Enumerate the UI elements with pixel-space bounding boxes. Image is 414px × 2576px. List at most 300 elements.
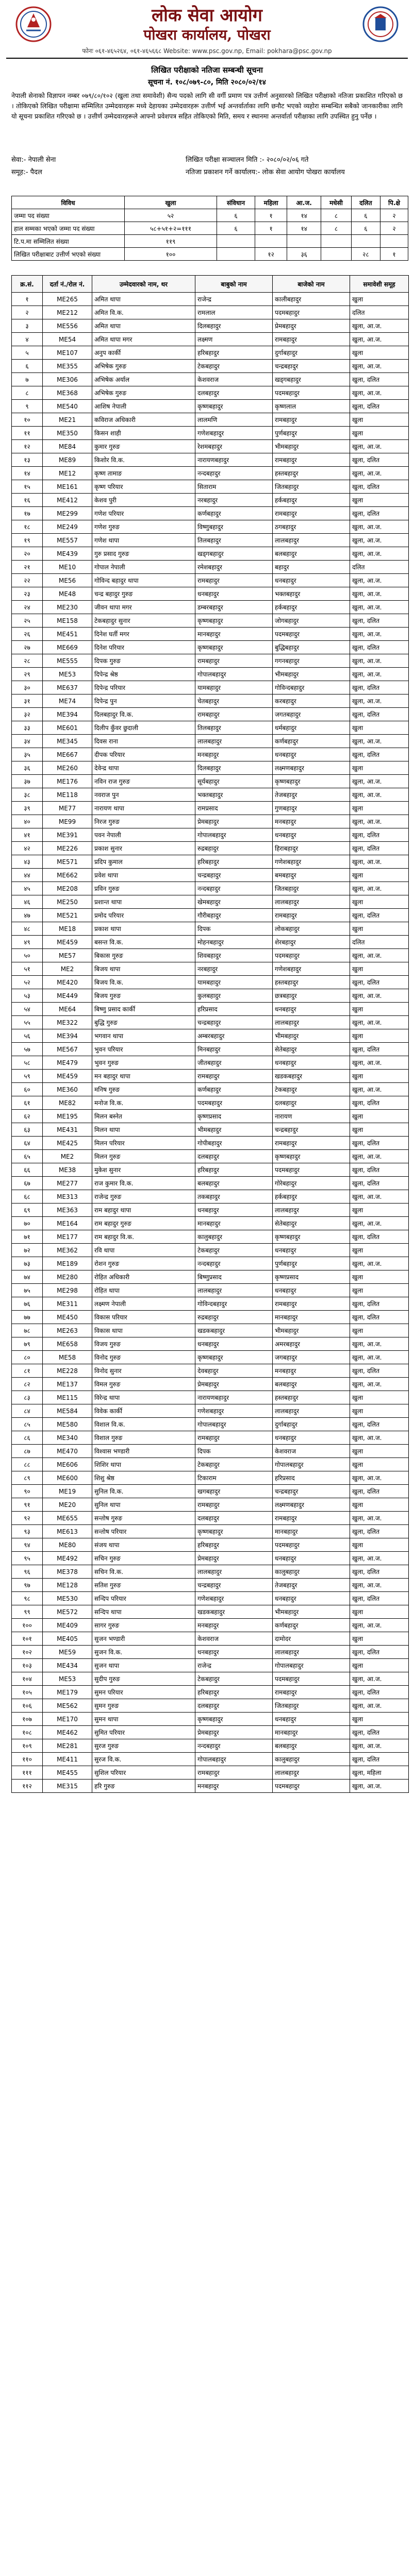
serial-cell: ८	[12, 386, 43, 400]
candidate-name-cell: विकास परियार	[92, 1311, 195, 1324]
serial-cell: ६४	[12, 1137, 43, 1150]
candidate-name-cell: दिपेन्द्र परियार	[92, 681, 195, 694]
grandfather-name-cell: धनबहादुर	[273, 1713, 350, 1726]
father-name-cell: हरिबहादुर	[195, 1538, 273, 1552]
grandfather-name-cell: सेतेबहादुर	[273, 1217, 350, 1230]
father-name-cell: प्रेमबहादुर	[195, 1378, 273, 1391]
group-cell: खुला, महिला	[350, 1766, 409, 1780]
table-row	[12, 1190, 409, 1204]
roll-cell: ME479	[43, 1056, 92, 1070]
father-name-cell: टेकबहादुर	[195, 1244, 273, 1257]
roll-cell: ME82	[43, 1096, 92, 1110]
table-row	[12, 949, 409, 962]
roll-cell: ME74	[43, 694, 92, 708]
roll-cell: ME530	[43, 1592, 92, 1605]
serial-cell: १८	[12, 520, 43, 534]
grandfather-name-cell: हरिप्रसाद	[273, 1471, 350, 1485]
grandfather-name-cell: पदमबहादुर	[273, 1538, 350, 1552]
father-name-cell: हरिप्रसाद	[195, 1003, 273, 1016]
father-name-cell: डम्बरबहादुर	[195, 601, 273, 614]
grandfather-name-cell: धनबहादुर	[273, 1431, 350, 1445]
grandfather-name-cell: हस्तबहादुर	[273, 467, 350, 480]
serial-cell: ८५	[12, 1418, 43, 1431]
notice-number: सूचना नं. १०८/०७९-८०, मिति २०८०/०२/१४	[148, 78, 266, 87]
summary-cell: ६	[351, 209, 380, 222]
serial-cell: १००	[12, 1619, 43, 1632]
grandfather-name-cell: बलबहादुर	[273, 1378, 350, 1391]
group-cell: खुला, आ.ज.	[350, 815, 409, 828]
grandfather-name-cell: करबहादुर	[273, 694, 350, 708]
serial-cell: ३	[12, 319, 43, 333]
serial-cell: ९९	[12, 1605, 43, 1619]
grandfather-name-cell: मानबहादुर	[273, 1726, 350, 1739]
father-name-cell: मनबहादुर	[195, 1780, 273, 1793]
serial-cell: ८६	[12, 1431, 43, 1445]
candidate-name-cell: प्रविन गुरुङ	[92, 882, 195, 895]
serial-cell: १६	[12, 494, 43, 507]
serial-cell: ३४	[12, 735, 43, 748]
table-row	[12, 1659, 409, 1672]
table-row	[12, 855, 409, 869]
table-row	[12, 1177, 409, 1190]
group-cell: खुला, आ.ज.	[350, 628, 409, 641]
serial-cell: ४१	[12, 828, 43, 842]
grandfather-name-cell: रामबहादुर	[273, 453, 350, 467]
group-cell: खुला, आ.ज.	[350, 1351, 409, 1364]
father-name-cell: सूर्यबहादुर	[195, 775, 273, 788]
candidate-name-cell: दिलीप कुँवर छुदाली	[92, 721, 195, 735]
notice-title: लिखित परीक्षाको नतिजा सम्बन्धी सूचना	[151, 65, 263, 75]
summary-cell: ६	[217, 209, 255, 222]
candidate-name-cell: प्रकाश सुनार	[92, 842, 195, 855]
candidate-name-cell: कृष्ण परियार	[92, 480, 195, 494]
roll-cell: ME80	[43, 1538, 92, 1552]
serial-cell: २६	[12, 628, 43, 641]
group-cell: खुला, आ.ज.	[350, 694, 409, 708]
table-row	[12, 828, 409, 842]
table-row	[12, 748, 409, 761]
candidate-name-cell: मिलन बस्नेत	[92, 1110, 195, 1123]
group-cell: खुला, आ.ज.	[350, 360, 409, 373]
table-row	[12, 1458, 409, 1471]
table-row	[12, 681, 409, 694]
roll-cell: ME306	[43, 373, 92, 386]
grandfather-name-cell: रामबहादुर	[273, 507, 350, 520]
grandfather-name-cell: नारायण	[273, 1110, 350, 1123]
father-name-cell: रेशमबहादुर	[195, 440, 273, 453]
table-row	[12, 386, 409, 400]
group-cell: खुला, आ.ज.	[350, 1217, 409, 1230]
father-name-cell: भीमबहादुर	[195, 1123, 273, 1137]
grandfather-name-cell: कालीबहादुर	[273, 293, 350, 306]
group-cell: खुला, आ.ज.	[350, 882, 409, 895]
father-name-cell: कर्णबहादुर	[195, 1083, 273, 1096]
roll-cell: ME322	[43, 1016, 92, 1029]
roll-cell: ME459	[43, 1070, 92, 1083]
grandfather-name-cell: मानबहादुर	[273, 1525, 350, 1538]
roll-cell: ME19	[43, 1485, 92, 1498]
group-cell: खुला, दलित	[350, 1646, 409, 1659]
serial-cell: ११	[12, 427, 43, 440]
group-cell: खुला	[350, 1204, 409, 1217]
serial-cell: ३५	[12, 748, 43, 761]
table-row	[12, 1123, 409, 1137]
father-name-cell: मिनबहादुर	[195, 1043, 273, 1056]
grandfather-name-cell: धनबहादुर	[273, 1284, 350, 1297]
roll-cell: ME10	[43, 561, 92, 574]
roll-cell: ME556	[43, 319, 92, 333]
grandfather-name-cell: गोरेबहादुर	[273, 1177, 350, 1190]
group-cell: खुला, आ.ज.	[350, 1056, 409, 1070]
grandfather-name-cell: जितबहादुर	[273, 1699, 350, 1713]
group-cell: खुला	[350, 1605, 409, 1619]
serial-cell: ४४	[12, 869, 43, 882]
roll-cell: ME38	[43, 1163, 92, 1177]
table-row	[12, 976, 409, 989]
roll-cell: ME411	[43, 1753, 92, 1766]
serial-cell: ६९	[12, 1204, 43, 1217]
table-row	[12, 628, 409, 641]
serial-cell: ५९	[12, 1070, 43, 1083]
grandfather-name-cell: पदमबहादुर	[273, 1163, 350, 1177]
roll-cell: ME425	[43, 1137, 92, 1150]
grandfather-name-cell: दलबहादुर	[273, 1096, 350, 1110]
roll-cell: ME391	[43, 828, 92, 842]
group-cell: खुला, आ.ज.	[350, 1016, 409, 1029]
group-cell: खुला	[350, 1110, 409, 1123]
roll-cell: ME250	[43, 895, 92, 909]
serial-cell: ४६	[12, 895, 43, 909]
serial-cell: ३९	[12, 802, 43, 815]
candidate-name-cell: सुजन थापा	[92, 1659, 195, 1672]
table-row	[12, 654, 409, 668]
candidate-name-cell: विनोद सुनार	[92, 1364, 195, 1378]
summary-header-row	[12, 196, 408, 209]
serial-cell: ९१	[12, 1498, 43, 1512]
father-name-cell: नन्दबहादुर	[195, 1257, 273, 1270]
father-name-cell: गणेशबहादुर	[195, 427, 273, 440]
roll-cell: ME107	[43, 346, 92, 360]
father-name-cell: यामबहादुर	[195, 681, 273, 694]
candidate-name-cell: बिजय थापा	[92, 962, 195, 976]
candidate-name-cell: सचिन वि.क.	[92, 1565, 195, 1579]
group-cell: खुला	[350, 413, 409, 427]
candidate-name-cell: आशिष नेपाली	[92, 400, 195, 413]
table-row	[12, 1445, 409, 1458]
summary-cell	[287, 235, 321, 248]
candidate-name-cell: गणेश परियार	[92, 507, 195, 520]
candidate-name-cell: किशोर वि.क.	[92, 453, 195, 467]
father-name-cell: खडकबहादुर	[195, 1324, 273, 1337]
table-row	[12, 1244, 409, 1257]
table-row	[12, 869, 409, 882]
candidate-name-cell: विनोद गुरुङ	[92, 1351, 195, 1364]
candidate-name-cell: दिलबहादुर वि.क.	[92, 708, 195, 721]
candidate-name-cell: दिनेश परियार	[92, 641, 195, 654]
father-name-cell: गोविन्दबहादुर	[195, 1297, 273, 1311]
serial-cell: ४७	[12, 909, 43, 922]
summary-table	[11, 196, 408, 261]
candidate-name-cell: राजेन्द्र गुरुङ	[92, 1190, 195, 1204]
father-name-cell: तकबहादुर	[195, 1190, 273, 1204]
summary-cell	[321, 235, 351, 248]
father-name-cell: दिपक	[195, 922, 273, 936]
table-row	[12, 1016, 409, 1029]
roll-cell: ME89	[43, 453, 92, 467]
table-row	[12, 842, 409, 855]
group-cell: खुला	[350, 895, 409, 909]
father-name-cell: धनबहादुर	[195, 587, 273, 601]
father-name-cell: नन्दबहादुर	[195, 1739, 273, 1753]
candidate-name-cell: भगवान थापा	[92, 1029, 195, 1043]
serial-cell: ५६	[12, 1029, 43, 1043]
group-cell: खुला, आ.ज.	[350, 587, 409, 601]
grandfather-name-cell: भीमबहादुर	[273, 1324, 350, 1337]
summary-cell	[351, 235, 380, 248]
summary-cell: १४	[287, 209, 321, 222]
table-row	[12, 1672, 409, 1686]
serial-cell: १३	[12, 453, 43, 467]
candidate-name-cell: रवि थापा	[92, 1244, 195, 1257]
father-name-cell: कृष्णबहादुर	[195, 641, 273, 654]
grandfather-name-cell: पदमबहादुर	[273, 306, 350, 319]
father-name-cell: रुद्रबहादुर	[195, 842, 273, 855]
grandfather-name-cell: लालबहादुर	[273, 1204, 350, 1217]
group-cell: खुला, आ.ज.	[350, 775, 409, 788]
father-name-cell: कृष्णबहादुर	[195, 400, 273, 413]
roll-cell: ME655	[43, 1512, 92, 1525]
candidate-name-cell: गोविन्द बहादुर थापा	[92, 574, 195, 587]
roll-cell: ME434	[43, 1659, 92, 1672]
grandfather-name-cell: कर्णबहादुर	[273, 1619, 350, 1632]
table-row	[12, 694, 409, 708]
grandfather-name-cell: हिराबहादुर	[273, 842, 350, 855]
candidate-name-cell: अमित वि.क.	[92, 306, 195, 319]
grandfather-name-cell: शेरबहादुर	[273, 936, 350, 949]
summary-header-cell: मधेसी	[321, 196, 351, 209]
grandfather-name-cell: धनबहादुर	[273, 1244, 350, 1257]
serial-cell: ५३	[12, 989, 43, 1003]
group-cell: खुला, आ.ज.	[350, 1780, 409, 1793]
group-cell: खुला	[350, 1270, 409, 1284]
table-row	[12, 306, 409, 319]
table-row	[12, 319, 409, 333]
table-row	[12, 1766, 409, 1780]
candidate-name-cell: अभिषेक गुरुङ	[92, 360, 195, 373]
table-row	[12, 802, 409, 815]
serial-cell: १०५	[12, 1686, 43, 1699]
group-cell: खुला, दलित	[350, 748, 409, 761]
group-cell: खुला, आ.ज.	[350, 467, 409, 480]
roll-cell: ME59	[43, 1646, 92, 1659]
group-cell: खुला, आ.ज.	[350, 1150, 409, 1163]
candidate-name-cell: सागर गुरुङ	[92, 1619, 195, 1632]
roll-cell: ME115	[43, 1391, 92, 1404]
summary-cell	[217, 235, 255, 248]
candidate-name-cell: गणेश गुरुङ	[92, 520, 195, 534]
father-name-cell: मनबहादुर	[195, 748, 273, 761]
father-name-cell: राजेन्द्र	[195, 293, 273, 306]
roll-cell: ME12	[43, 467, 92, 480]
summary-cell: १	[255, 222, 287, 235]
table-row	[12, 413, 409, 427]
roll-cell: ME176	[43, 775, 92, 788]
roll-cell: ME170	[43, 1713, 92, 1726]
group-cell: खुला, दलित	[350, 909, 409, 922]
list-header-cell: दर्ता नं./रोल नं.	[43, 276, 92, 293]
serial-cell: ८०	[12, 1351, 43, 1364]
grandfather-name-cell: पदमबहादुर	[273, 386, 350, 400]
serial-cell: ६	[12, 360, 43, 373]
candidate-name-cell: दिपेन्द्र पुन	[92, 694, 195, 708]
group-cell: खुला, दलित	[350, 1753, 409, 1766]
summary-cell: ३६	[287, 248, 321, 261]
candidate-name-cell: बिजय वि.क.	[92, 976, 195, 989]
roll-cell: ME363	[43, 1204, 92, 1217]
table-row	[12, 761, 409, 775]
group-cell: खुला	[350, 1029, 409, 1043]
grandfather-name-cell: चन्द्रबहादुर	[273, 360, 350, 373]
roll-cell: ME311	[43, 1297, 92, 1311]
father-name-cell: मोहनबहादुर	[195, 936, 273, 949]
grandfather-name-cell: पदमबहादुर	[273, 949, 350, 962]
roll-cell: ME409	[43, 1619, 92, 1632]
roll-cell: ME48	[43, 587, 92, 601]
group-cell: दलित	[350, 936, 409, 949]
father-name-cell: गोपालबहादुर	[195, 1753, 273, 1766]
serial-cell: १०८	[12, 1726, 43, 1739]
candidate-name-cell: सुजन वि.क.	[92, 1646, 195, 1659]
table-row	[12, 1512, 409, 1525]
summary-cell: १४	[287, 222, 321, 235]
table-row	[12, 1297, 409, 1311]
contact-line: फोनः ०६१-४६५२६४, ०६१-४६५६६८ Website: www.psc.gov.np, Email: pokhara@psc.gov.np	[82, 47, 332, 55]
roll-cell: ME567	[43, 1043, 92, 1056]
candidate-name-cell: अमित थापा मगर	[92, 333, 195, 346]
candidate-name-cell: सुमन परियार	[92, 1686, 195, 1699]
serial-cell: ३१	[12, 694, 43, 708]
serial-cell: ९	[12, 400, 43, 413]
grandfather-name-cell: पदमबहादुर	[273, 1672, 350, 1686]
table-row	[12, 1592, 409, 1605]
table-row	[12, 494, 409, 507]
group-cell: खुला, आ.ज.	[350, 1471, 409, 1485]
roll-cell: ME189	[43, 1257, 92, 1270]
serial-cell: ७७	[12, 1311, 43, 1324]
group-cell: खुला, दलित	[350, 1418, 409, 1431]
roll-cell: ME57	[43, 949, 92, 962]
serial-cell: १०२	[12, 1646, 43, 1659]
group-cell: खुला	[350, 802, 409, 815]
grandfather-name-cell: रामबहादुर	[273, 909, 350, 922]
table-row	[12, 788, 409, 802]
candidate-name-cell: सतिश गुरुङ	[92, 1579, 195, 1592]
grandfather-name-cell: जितबहादुर	[273, 882, 350, 895]
group-cell: दलित	[350, 561, 409, 574]
roll-cell: ME571	[43, 855, 92, 869]
serial-cell: ४८	[12, 922, 43, 936]
roll-cell: ME226	[43, 842, 92, 855]
candidate-name-cell: सुनिल थापा	[92, 1498, 195, 1512]
group-cell: खुला, आ.ज.	[350, 1257, 409, 1270]
candidate-name-cell: पवन नेपाली	[92, 828, 195, 842]
summary-header-cell: दलित	[351, 196, 380, 209]
group-cell: खुला, दलित	[350, 373, 409, 386]
table-row	[12, 333, 409, 346]
roll-cell: ME345	[43, 735, 92, 748]
group-cell: खुला, आ.ज.	[350, 319, 409, 333]
table-row	[12, 1753, 409, 1766]
serial-cell: १०	[12, 413, 43, 427]
serial-cell: ८३	[12, 1391, 43, 1404]
serial-cell: ८२	[12, 1378, 43, 1391]
serial-cell: ५४	[12, 1003, 43, 1016]
grandfather-name-cell: भीमबहादुर	[273, 1605, 350, 1619]
table-row	[12, 1043, 409, 1056]
father-name-cell: गोपालबहादुर	[195, 1418, 273, 1431]
candidate-name-cell: अभिषेक गुरुङ	[92, 386, 195, 400]
group-cell: खुला, आ.ज.	[350, 989, 409, 1003]
roll-cell: ME164	[43, 1217, 92, 1230]
serial-cell: ९०	[12, 1485, 43, 1498]
candidate-name-cell: कुमार गुरुङ	[92, 440, 195, 453]
grandfather-name-cell: लालबहादुर	[273, 1766, 350, 1780]
table-row	[12, 507, 409, 520]
candidate-name-cell: कविराज अधिकारी	[92, 413, 195, 427]
serial-cell: १०४	[12, 1672, 43, 1686]
grandfather-name-cell: बमबहादुर	[273, 869, 350, 882]
serial-cell: ८९	[12, 1471, 43, 1485]
table-row	[12, 735, 409, 748]
grandfather-name-cell: सेतेबहादुर	[273, 1043, 350, 1056]
grandfather-name-cell: धनबहादुर	[273, 828, 350, 842]
serial-cell: ४९	[12, 936, 43, 949]
father-name-cell: गणेशबहादुर	[195, 1404, 273, 1418]
notice-intro: नेपाली सेनाको विज्ञापन नम्बर ०७९/८०/१०२ (खुला तथा समावेशी) सैन्य पदको लागि सी वर्गी प्रमाण पत्र उत्तीर्ण अनुसारको लिखित परीक्षाको नतिजा प्रकाशित गरिएको छ । तोकिएको लिखित परीक्षामा सम्मिलित उम्मेदवारहरू मध्ये देहायका उम्मेदवारहरू उत्तीर्ण भई अन्तर्वार्ताका लागि छनौट भएको व्यहोरा सम्बन्धित सबैको जानकारीका लागि यो सूचना प्रकाशित गरिएको छ । उत्तीर्ण उम्मेदवारहरूले आफ्नो प्रवेशपत्र सहित तोकिएको मिति, समय र स्थानमा अन्तर्वार्ता परीक्षाका लागि उपस्थित हुनु पर्नेछ ।	[11, 92, 403, 120]
serial-cell: १११	[12, 1766, 43, 1780]
serial-cell: ८४	[12, 1404, 43, 1418]
group-cell: खुला, दलित	[350, 842, 409, 855]
grandfather-name-cell: ठगबहादुर	[273, 520, 350, 534]
serial-cell: ३३	[12, 721, 43, 735]
psc-logo-icon	[361, 5, 400, 43]
serial-cell: ५	[12, 346, 43, 360]
father-name-cell: दलबहादुर	[195, 1512, 273, 1525]
grandfather-name-cell: बुद्धिबहादुर	[273, 641, 350, 654]
group-cell: खुला, आ.ज.	[350, 1431, 409, 1445]
list-header-row	[12, 276, 409, 293]
table-row	[12, 1029, 409, 1043]
roll-cell: ME265	[43, 293, 92, 306]
table-row	[12, 962, 409, 976]
serial-cell: ३८	[12, 788, 43, 802]
grandfather-name-cell: चन्द्रबहादुर	[273, 1485, 350, 1498]
candidate-name-cell: रोशन गुरुङ	[92, 1257, 195, 1270]
group-cell: खुला, दलित	[350, 1096, 409, 1110]
grandfather-name-cell: लालबहादुर	[273, 895, 350, 909]
serial-cell: २४	[12, 601, 43, 614]
candidate-name-cell: विश्वास भण्डारी	[92, 1445, 195, 1458]
father-name-cell: गोपालबहादुर	[195, 828, 273, 842]
roll-cell: ME263	[43, 1324, 92, 1337]
serial-cell: ५१	[12, 962, 43, 976]
table-row	[12, 1552, 409, 1565]
table-row	[12, 668, 409, 681]
grandfather-name-cell: लालबहादुर	[273, 534, 350, 547]
grandfather-name-cell: भक्तबहादुर	[273, 587, 350, 601]
roll-cell: ME557	[43, 534, 92, 547]
father-name-cell: खगबहादुर	[195, 1485, 273, 1498]
